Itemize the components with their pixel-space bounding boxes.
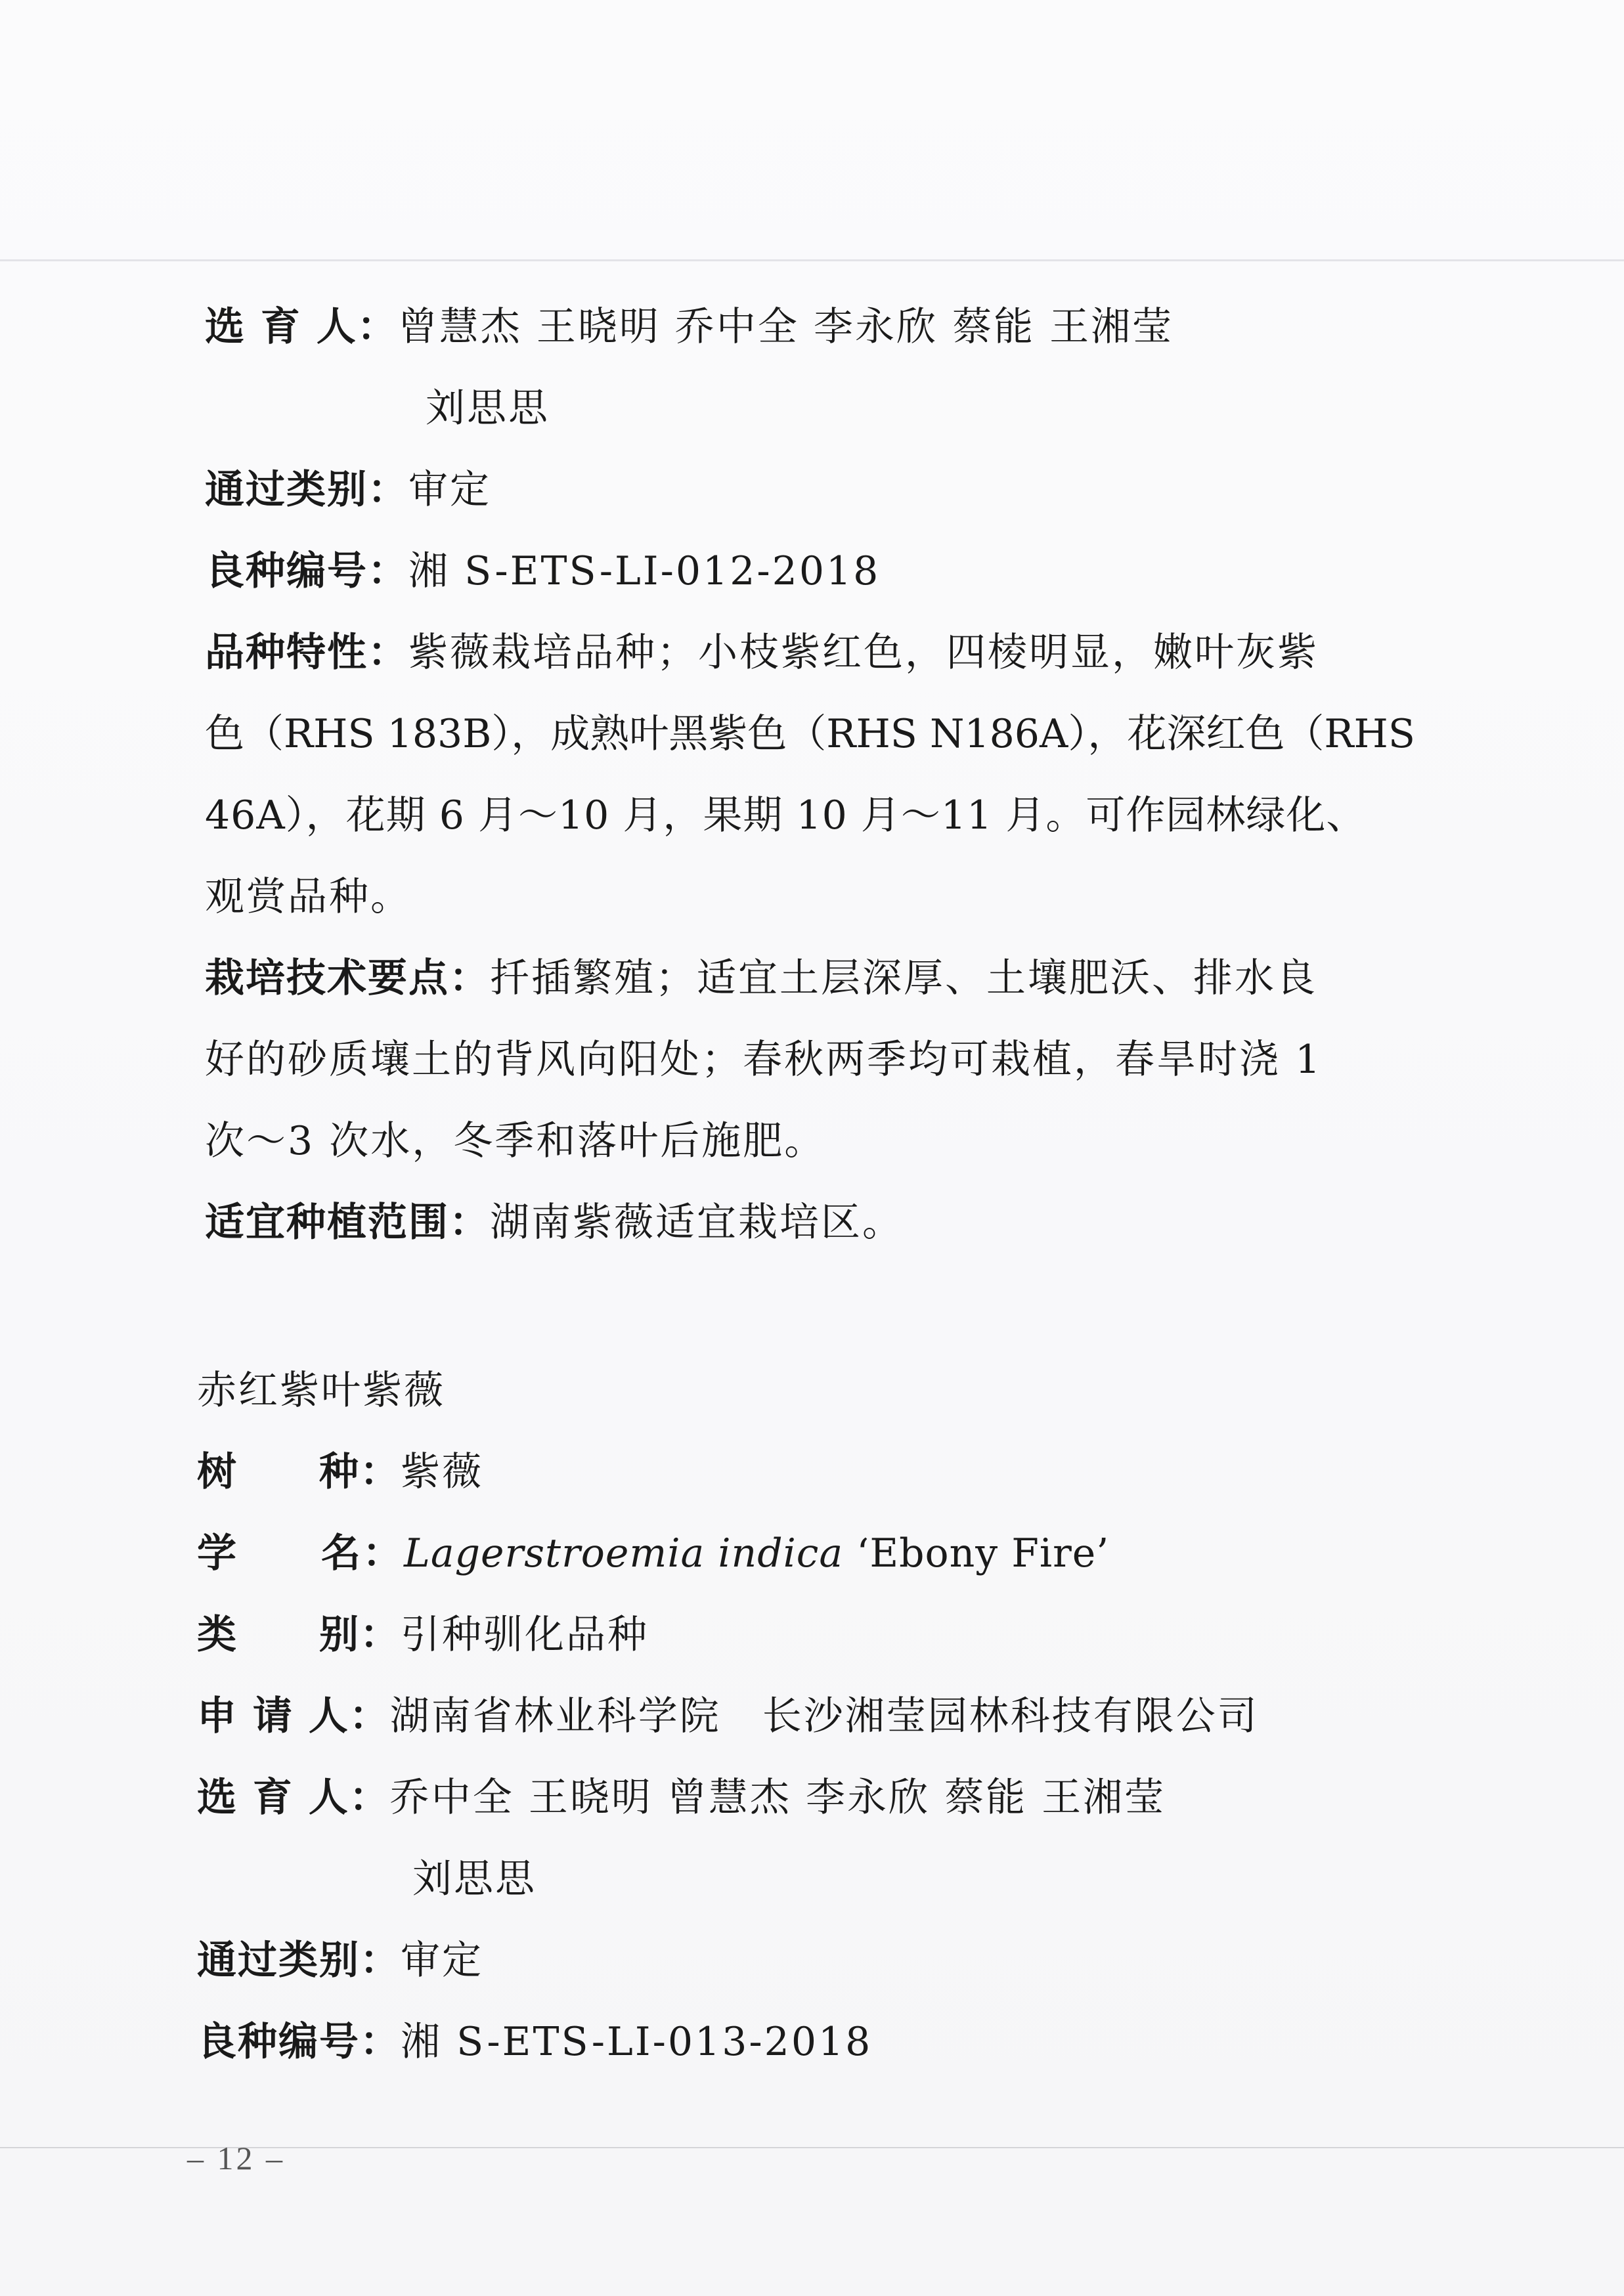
entry1-cultivation-text-3: 次～3 次水，冬季和落叶后施肥。 (205, 1118, 826, 1164)
entry2-category-label: 类 别： (197, 1612, 401, 1658)
entry1-breeder-row-2 (426, 385, 550, 431)
entry1-breeder-row (205, 304, 1174, 350)
entry2-breeder-row (197, 1775, 1166, 1821)
entry2-breeder-names: 乔中全 王晓明 曾慧杰 李永欣 蔡能 王湘莹 (389, 1775, 1166, 1821)
entry1-breeder-label: 选 育 人： (205, 304, 398, 350)
entry1-traits-text-2: 色（RHS 183B），成熟叶黑紫色（RHS N186A），花深红色（RHS (205, 711, 1415, 757)
entry1-traits-text-1: 紫薇栽培品种；小枝紫红色，四棱明显，嫩叶灰紫 (408, 630, 1319, 676)
entry2-breeder-names-2: 刘思思 (412, 1856, 537, 1902)
entry2-title: 赤红紫叶紫薇 (197, 1368, 445, 1414)
entry2-sci-row (197, 1530, 1110, 1576)
entry2-title-row (197, 1368, 445, 1414)
entry1-code-label: 良种编号： (205, 548, 408, 594)
entry2-breeder-label: 选 育 人： (197, 1775, 390, 1821)
entry2-sci-label: 学 名： (197, 1530, 404, 1576)
entry2-approval-row (197, 1938, 483, 1983)
entry2-category-row (197, 1612, 649, 1658)
entry1-code-row (205, 548, 881, 594)
entry1-range-row (205, 1200, 904, 1245)
entry1-code-value: 湘 S-ETS-LI-012-2018 (408, 548, 881, 594)
entry2-applicant-label: 申 请 人： (197, 1693, 390, 1739)
entry1-traits-row-4 (205, 874, 412, 920)
entry1-breeder-names-2: 刘思思 (426, 385, 550, 431)
entry2-applicant-row (197, 1693, 1259, 1739)
entry2-approval-value: 审定 (401, 1938, 483, 1983)
entry1-approval-value: 审定 (408, 467, 491, 513)
entry2-code-label: 良种编号： (197, 2019, 401, 2065)
entry1-cultivation-row-3 (205, 1118, 826, 1164)
entry2-code-value: 湘 S-ETS-LI-013-2018 (401, 2019, 873, 2065)
entry2-code-row (197, 2019, 873, 2065)
entry1-breeder-names: 曾慧杰 王晓明 乔中全 李永欣 蔡能 王湘莹 (397, 304, 1174, 350)
entry2-species-label: 树 种： (197, 1449, 401, 1495)
page-number: – 12 – (187, 2140, 285, 2177)
entry1-approval-row (205, 467, 491, 513)
entry1-cultivation-text-2: 好的砂质壤土的背风向阳处；春秋两季均可栽植，春旱时浇 1 (205, 1037, 1323, 1083)
entry2-category-value: 引种驯化品种 (401, 1612, 649, 1658)
entry2-breeder-row-2 (412, 1856, 537, 1902)
entry1-cultivation-row-2 (205, 1037, 1323, 1083)
entry1-cultivation-label: 栽培技术要点： (205, 955, 490, 1001)
entry1-traits-row-2 (205, 711, 1415, 757)
entry2-approval-label: 通过类别： (197, 1938, 401, 1983)
entry1-cultivation-text-1: 扦插繁殖；适宜土层深厚、土壤肥沃、排水良 (490, 955, 1317, 1001)
entry1-cultivation-row (205, 955, 1317, 1001)
entry1-traits-label: 品种特性： (205, 630, 408, 676)
entry2-species-value: 紫薇 (401, 1449, 483, 1495)
entry1-traits-text-3: 46A），花期 6 月～10 月，果期 10 月～11 月。可作园林绿化、 (205, 792, 1367, 838)
entry1-approval-label: 通过类别： (205, 467, 408, 513)
header-rule (0, 259, 1624, 261)
entry2-applicant-value: 湖南省林业科学院 长沙湘莹园林科技有限公司 (389, 1693, 1259, 1739)
entry2-sci-cultivar: ‘Ebony Fire’ (843, 1530, 1110, 1576)
entry1-traits-row (205, 630, 1319, 676)
entry1-range-label: 适宜种植范围： (205, 1200, 490, 1245)
entry1-range-value: 湖南紫薇适宜栽培区。 (490, 1200, 904, 1245)
entry2-species-row (197, 1449, 483, 1495)
entry1-traits-row-3 (205, 792, 1367, 838)
entry1-traits-text-4: 观赏品种。 (205, 874, 412, 920)
entry2-sci-name: Lagerstroemia indica (404, 1530, 844, 1576)
